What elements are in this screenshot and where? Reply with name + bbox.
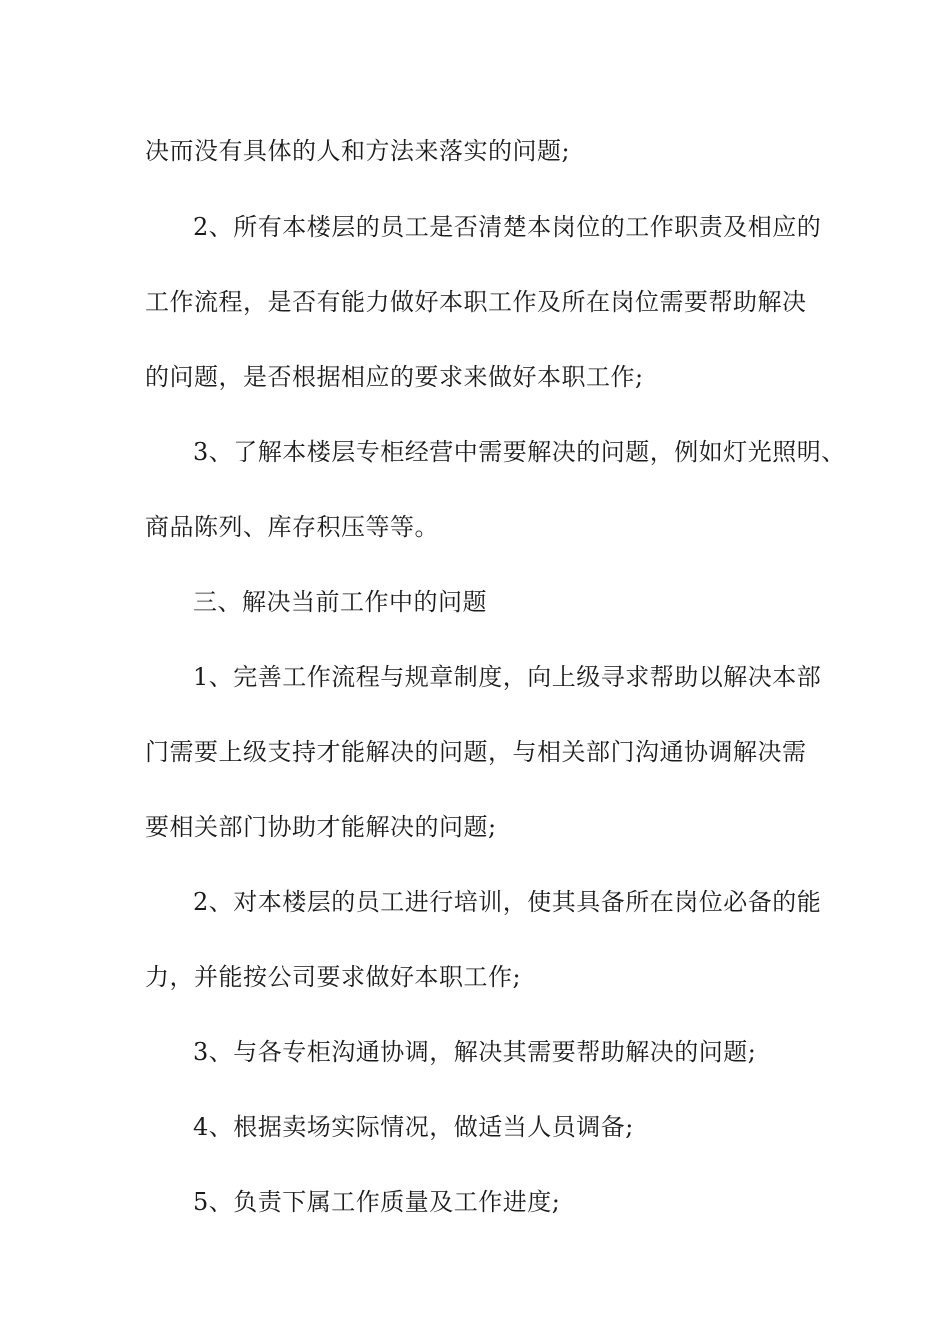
section-heading: 三、解决当前工作中的问题 (193, 588, 487, 616)
list-item-1-line-1: 1、完善工作流程与规章制度，向上级寻求帮助以解决本部 (193, 663, 822, 691)
list-item-3-line-1: 3、了解本楼层专柜经营中需要解决的问题，例如灯光照明、 (193, 438, 846, 466)
list-item-3b: 3、与各专柜沟通协调，解决其需要帮助解决的问题; (193, 1038, 757, 1066)
list-item-1-line-3: 要相关部门协助才能解决的问题; (145, 813, 497, 841)
list-item-2-line-2: 工作流程，是否有能力做好本职工作及所在岗位需要帮助解决 (145, 288, 807, 316)
list-item-3-line-2: 商品陈列、库存积压等等。 (145, 513, 439, 541)
list-item-1-line-2: 门需要上级支持才能解决的问题，与相关部门沟通协调解决需 (145, 738, 807, 766)
list-item-4: 4、根据卖场实际情况，做适当人员调备; (193, 1113, 634, 1141)
list-item-2-line-1: 2、所有本楼层的员工是否清楚本岗位的工作职责及相应的 (193, 213, 822, 241)
list-item-2-line-3: 的问题，是否根据相应的要求来做好本职工作; (145, 363, 644, 391)
text-line: 决而没有具体的人和方法来落实的问题; (145, 137, 571, 165)
list-item-2b-line-1: 2、对本楼层的员工进行培训，使其具备所在岗位必备的能 (193, 888, 822, 916)
list-item-5: 5、负责下属工作质量及工作进度; (193, 1188, 561, 1216)
list-item-2b-line-2: 力，并能按公司要求做好本职工作; (145, 963, 522, 991)
